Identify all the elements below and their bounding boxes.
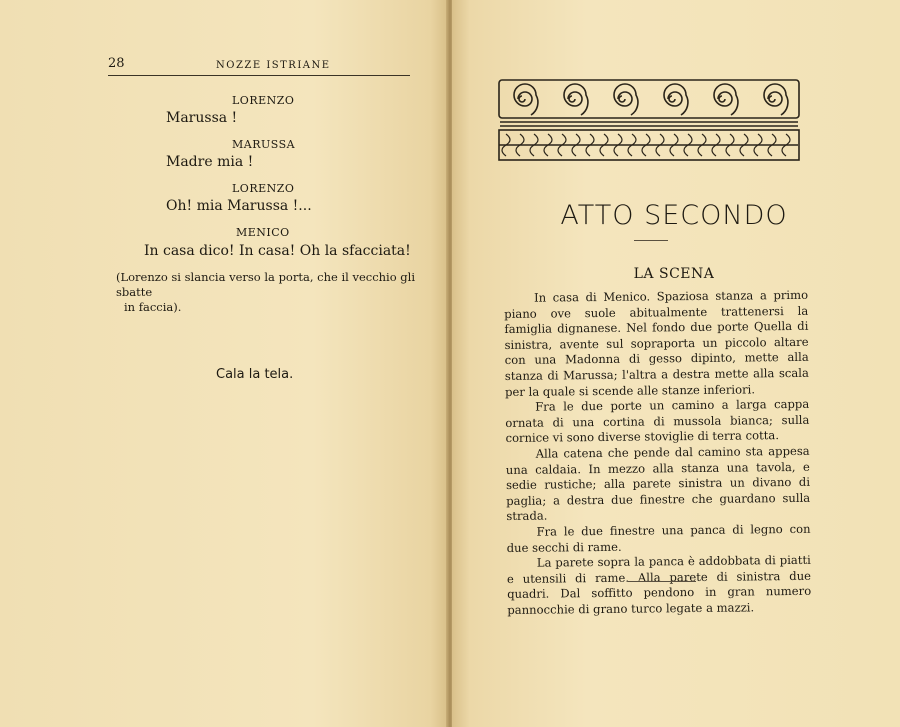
page-number: 28 (108, 56, 125, 71)
speaker-name: LORENZO (232, 182, 295, 195)
scene-title: LA SCENA (633, 266, 715, 282)
stage-direction (116, 270, 416, 315)
title-rule (634, 240, 668, 241)
dialogue-line: Madre mia ! (166, 154, 254, 170)
running-head: NOZZE ISTRIANE (216, 60, 331, 71)
end-rule (628, 581, 696, 582)
act-title: ATTO SECONDO (560, 200, 788, 231)
stage-direction-line: in faccia). (124, 300, 182, 314)
curtain-line: Cala la tela. (216, 367, 294, 382)
scene-description (504, 288, 811, 619)
header-rule (108, 75, 410, 76)
paragraph: In casa di Menico. Spaziosa stanza a primo piano ove suole abitualmente trattenersi la famiglia dignanese. Nel fondo due porte Quella di sinistra, avente sul sopraporta un piccolo altare con una Madonna di gesso dipinto, mette alla stanza di Marussa; l'altra a destra mette alla scala per la quale si scende alle stanze inferiori. (504, 287, 809, 399)
paragraph: La parete sopra la panca è addobbata di piatti e utensili di rame. Alla parete di sinistra due quadri. Dal soffitto pendono in gran numero pannocchie di grano turco legate a mazzi. (506, 552, 812, 617)
left-page (0, 0, 448, 727)
paragraph: Fra le due porte un camino a larga cappa ornata di una cortina di mussola bianca; sulla cornice vi sono diverse stoviglie di terra cotta. (505, 396, 810, 446)
stage-direction-line: (Lorenzo si slancia verso la porta, che il vecchio gli sbatte (116, 270, 416, 299)
dialogue-line: In casa dico! In casa! Oh la sfacciata! (144, 243, 411, 259)
speaker-name: MARUSSA (232, 138, 296, 151)
decorative-frieze (498, 78, 800, 164)
dialogue-line: Oh! mia Marussa !... (166, 198, 312, 214)
dialogue-line: Marussa ! (166, 110, 238, 126)
speaker-name: MENICO (236, 226, 290, 239)
speaker-name: LORENZO (232, 94, 295, 107)
paragraph: Fra le due finestre una panca di legno con due secchi di rame. (506, 521, 811, 555)
paragraph: Alla catena che pende dal camino sta appesa una caldaia. In mezzo alla stanza una tavola, e sedie rustiche; alla parete sinistra un divano di paglia; a destra due finestre che guardano sulla strada. (505, 443, 811, 524)
